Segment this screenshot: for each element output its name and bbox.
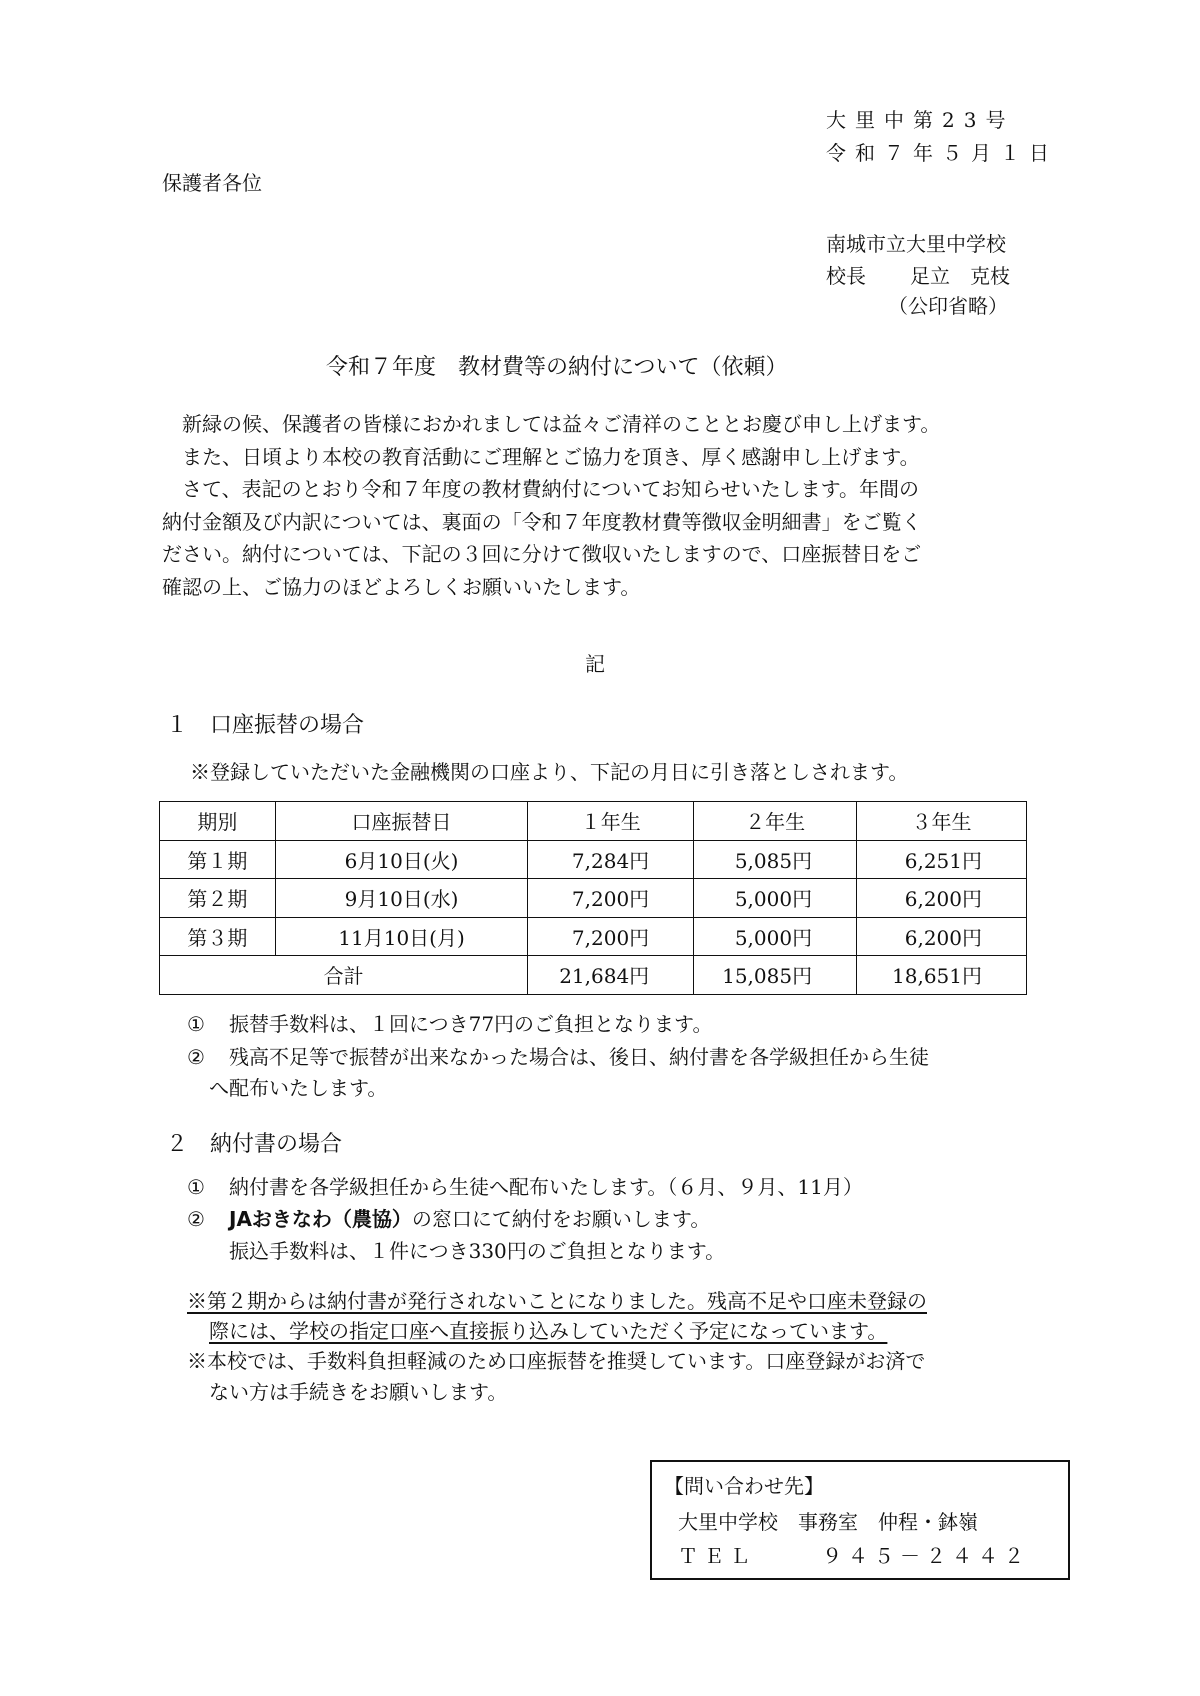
date-cell: 9月10日(水)	[275, 879, 528, 918]
table-header-row	[160, 802, 1027, 841]
s1-note1-mark: ①	[187, 1012, 205, 1036]
s2-note1-mark: ①	[187, 1175, 205, 1199]
contact-heading: 【問い合わせ先】	[664, 1474, 824, 1498]
fee-table	[159, 801, 1027, 995]
principal-name: 足立 克枝	[910, 264, 1010, 288]
s2-note2-cont: 振込手数料は、１件につき330円のご負担となります。	[229, 1239, 726, 1263]
total-grade2: 15,085円	[694, 956, 857, 995]
section2-heading: ２ 納付書の場合	[166, 1132, 343, 1157]
header-grade3: ３年生	[857, 802, 1027, 841]
contact-office: 大里中学校 事務室 仲程・鉢嶺	[678, 1510, 978, 1534]
thanks-line: また、日頃より本校の教育活動にご理解とご協力を頂き、厚く感謝申し上げます。	[182, 444, 920, 469]
doc-number: 大里中第23号	[826, 108, 1015, 132]
section1-heading: １ 口座振替の場合	[166, 713, 365, 738]
s1-note2-text: 残高不足等で振替が出来なかった場合は、後日、納付書を各学級担任から生徒	[229, 1045, 929, 1069]
issue-date: 令和７年５月１日	[826, 141, 1058, 165]
contact-tel: ９４５－２４４２	[822, 1544, 1030, 1568]
principal-title: 校長	[826, 264, 866, 288]
s1-note2-cont: へ配布いたします。	[209, 1076, 388, 1100]
amount-cell: 7,200円	[528, 917, 694, 956]
total-grade1: 21,684円	[528, 956, 694, 995]
s2-note2-mark: ②	[187, 1207, 205, 1231]
amount-cell: 6,200円	[857, 917, 1027, 956]
ja-okinawa: JAおきなわ（農協）	[229, 1207, 412, 1231]
s2-note1-text: 納付書を各学級担任から生徒へ配布いたします。（６月、９月、11月）	[229, 1175, 863, 1199]
header-date: 口座振替日	[275, 802, 528, 841]
amount-cell: 5,000円	[694, 879, 857, 918]
s2-note2-line	[229, 1203, 710, 1235]
remark2-line2: ない方は手続きをお願いします。	[209, 1380, 508, 1404]
term-cell: 第２期	[160, 879, 276, 918]
header-grade1: １年生	[528, 802, 694, 841]
greeting-line: 新緑の候、保護者の皆様におかれましては益々ご清祥のこととお慶び申し上げます。	[182, 412, 941, 436]
contact-tel-label: ＴＥＬ	[678, 1544, 756, 1568]
header-term: 期別	[160, 802, 276, 841]
total-grade3: 18,651円	[857, 956, 1027, 995]
amount-cell: 6,251円	[857, 840, 1027, 879]
table-row	[160, 840, 1027, 879]
term-cell: 第１期	[160, 840, 276, 879]
amount-cell: 6,200円	[857, 879, 1027, 918]
table-row	[160, 917, 1027, 956]
section1-intro: ※登録していただいた金融機関の口座より、下記の月日に引き落としされます。	[190, 760, 909, 784]
total-label: 合計	[160, 956, 528, 995]
school-name: 南城市立大里中学校	[826, 232, 1006, 256]
contact-box	[650, 1460, 1070, 1580]
table-row	[160, 879, 1027, 918]
date-cell: 6月10日(火)	[275, 840, 528, 879]
amount-cell: 5,000円	[694, 917, 857, 956]
body-text	[162, 408, 1042, 603]
term-cell: 第３期	[160, 917, 276, 956]
remark1-line1: ※第２期からは納付書が発行されないことになりました。残高不足や口座未登録の	[187, 1289, 927, 1313]
header-grade2: ２年生	[694, 802, 857, 841]
document-title: 令和７年度 教材費等の納付について（依頼）	[326, 355, 788, 380]
notice-line-3: ださい。納付については、下記の３回に分けて徴収いたしますので、口座振替日をご	[162, 542, 922, 566]
table-total-row	[160, 956, 1027, 995]
s1-note2-mark: ②	[187, 1045, 205, 1069]
s2-note2-text: の窓口にて納付をお願いします。	[411, 1207, 711, 1231]
ki-mark: 記	[585, 652, 605, 676]
recipient: 保護者各位	[162, 171, 262, 195]
remark2-line1: ※本校では、手数料負担軽減のため口座振替を推奨しています。口座登録がお済で	[187, 1349, 926, 1373]
notice-line-2: 納付金額及び内訳については、裏面の「令和７年度教材費等徴収金明細書」をご覧く	[162, 509, 922, 534]
amount-cell: 7,284円	[528, 840, 694, 879]
s1-note1-text: 振替手数料は、１回につき77円のご負担となります。	[229, 1012, 713, 1036]
notice-line-1: さて、表記のとおり令和７年度の教材費納付についてお知らせいたします。年間の	[182, 477, 919, 501]
seal-note: （公印省略）	[888, 294, 1008, 318]
remark1-line2: 際には、学校の指定口座へ直接振り込みしていただく予定になっています。	[209, 1319, 888, 1343]
date-cell: 11月10日(月)	[275, 917, 528, 956]
notice-line-4: 確認の上、ご協力のほどよろしくお願いいたします。	[162, 574, 641, 599]
amount-cell: 5,085円	[694, 840, 857, 879]
amount-cell: 7,200円	[528, 879, 694, 918]
